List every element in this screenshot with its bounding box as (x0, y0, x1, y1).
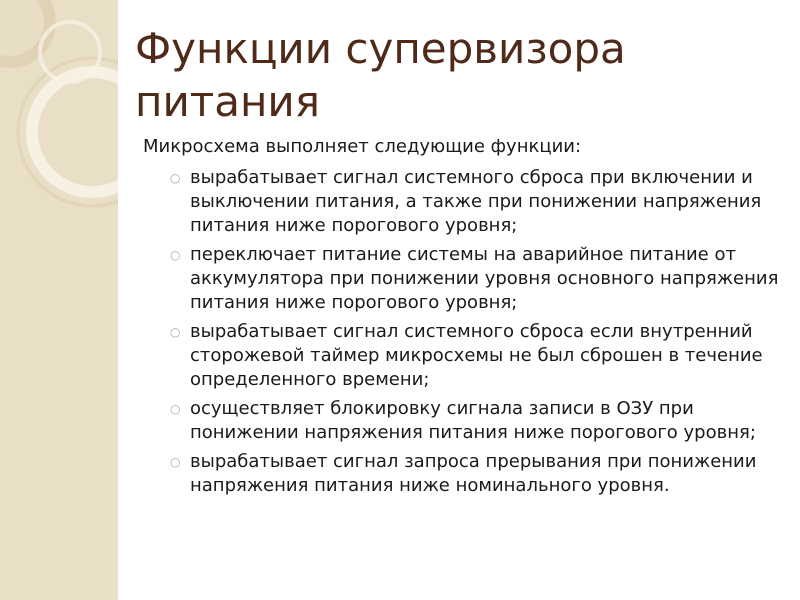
hollow-circle-bullet-icon: ○ (170, 325, 181, 339)
hollow-circle-bullet-icon: ○ (170, 455, 181, 469)
intro-text: Микросхема выполняет следующие функции: (143, 136, 582, 157)
slide-title: Функции супервизора питания (135, 24, 626, 126)
list-item-text: вырабатывает сигнал системного сброса если внутренний сторожевой таймер микросхемы не был сброшен в течение определенного времени; (190, 321, 763, 390)
hollow-circle-bullet-icon: ○ (170, 248, 181, 262)
list-item-text: осуществляет блокировку сигнала записи в ОЗУ при понижении напряжения питания ниже порогового уровня; (190, 398, 756, 443)
decorative-circles (0, 0, 118, 600)
list-item (170, 450, 785, 498)
hollow-circle-bullet-icon: ○ (170, 171, 181, 185)
list-item-text: переключает питание системы на аварийное питание от аккумулятора при понижении уровня основного напряжения питания ниже порогового уровня; (190, 244, 779, 313)
list-item (170, 166, 785, 238)
list-item (170, 397, 785, 445)
bullet-list (170, 166, 785, 503)
list-item-text: вырабатывает сигнал системного сброса при включении и выключении питания, а также при понижении напряжения питания ниже порогового уровня; (190, 167, 762, 236)
list-item (170, 243, 785, 315)
list-item (170, 320, 785, 392)
hollow-circle-bullet-icon: ○ (170, 402, 181, 416)
list-item-text: вырабатывает сигнал запроса прерывания при понижении напряжения питания ниже номинального уровня. (190, 451, 757, 496)
